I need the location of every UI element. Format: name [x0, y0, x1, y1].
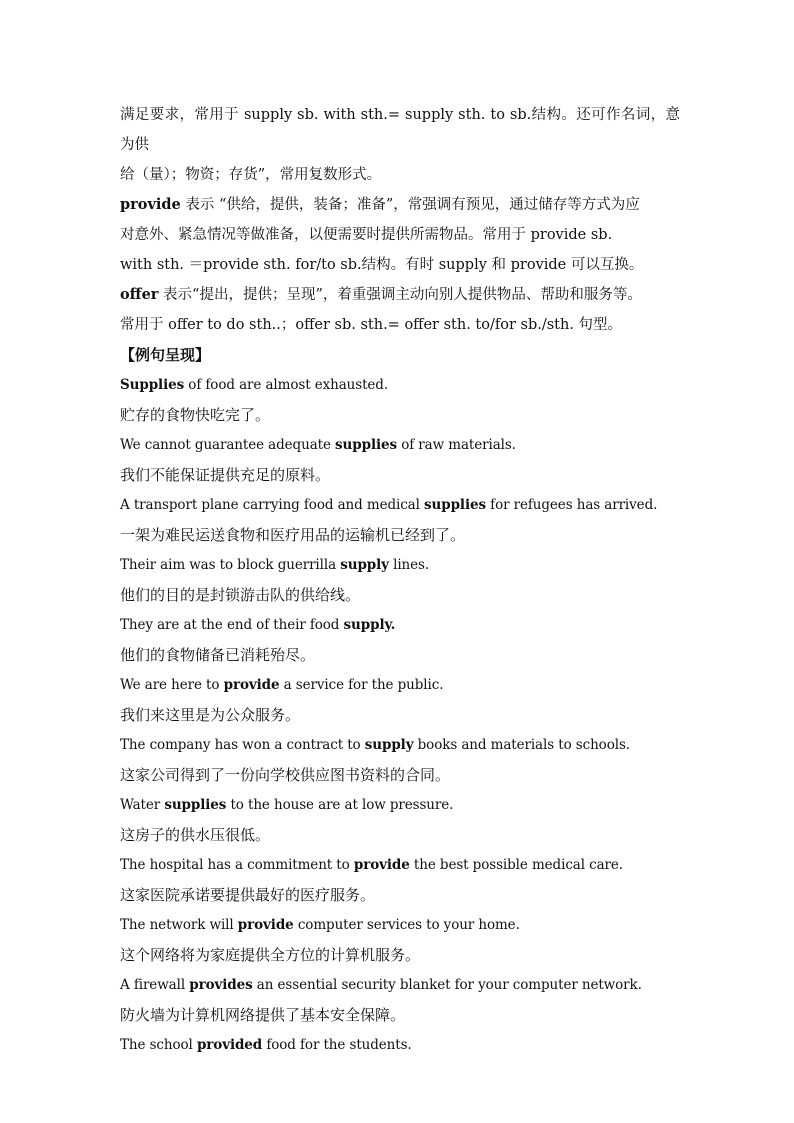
provide-keyword: provide	[120, 196, 181, 213]
example-text-after: to the house are at low pressure.	[226, 797, 454, 813]
supply-definition-line-2: 给（量）；物资；存货”，常用复数形式。	[120, 167, 382, 183]
example-chinese-translation: 这个网络将为家庭提供全方位的计算机服务。	[120, 946, 421, 964]
example-text-before: The network will	[120, 917, 238, 933]
example-text-after: an essential security blanket for your computer network.	[252, 977, 642, 993]
example-english-sentence	[120, 430, 680, 460]
example-text-before: We cannot guarantee adequate	[120, 437, 336, 453]
example-text-after: books and materials to schools.	[413, 737, 630, 753]
example-english-sentence	[120, 370, 680, 400]
example-keyword: provide	[353, 857, 410, 873]
example-chinese-translation: 他们的目的是封锁游击队的供给线。	[120, 586, 361, 604]
example-text-before: A transport plane carrying food and medical	[120, 497, 425, 513]
example-keyword: supplies	[424, 497, 486, 513]
example-text-after: computer services to your home.	[293, 917, 520, 933]
example-chinese-translation: 一架为难民运送食物和医疗用品的运输机已经到了。	[120, 526, 466, 544]
example-english-sentence	[120, 910, 680, 940]
example-text-after: a service for the public.	[279, 677, 444, 693]
example-keyword: provided	[196, 1037, 263, 1053]
example-chinese-translation: 我们不能保证提供充足的原料。	[120, 466, 331, 484]
supply-definition-line-1: 满足要求，常用于 supply sb. with sth.= supply sth. to sb.结构。还可作名词，意为供	[120, 107, 680, 153]
example-chinese-translation: 他们的食物储备已消耗殆尽。	[120, 646, 316, 664]
example-chinese-translation: 贮存的食物快吃完了。	[120, 406, 271, 424]
example-text-after: of raw materials.	[397, 437, 516, 453]
example-text-before: Water	[120, 797, 165, 813]
example-english-sentence	[120, 850, 680, 880]
example-text-after: lines.	[388, 557, 430, 573]
example-text-before: The hospital has a commitment to	[120, 857, 354, 873]
example-keyword: supplies	[164, 797, 227, 813]
provide-definition-line-3: with sth. ＝provide sth. for/to sb.结构。有时 supply 和 provide 可以互换。	[120, 257, 644, 273]
example-keyword: provides	[189, 977, 253, 993]
example-text-before: The company has won a contract to	[120, 737, 365, 753]
provide-definition-line-2: 对意外、紧急情况等做准备，以便需要时提供所需物品。常用于 provide sb.	[120, 227, 613, 243]
example-text-after: of food are almost exhausted.	[184, 377, 389, 393]
provide-definition-line-1: 表示 “供给，提供，装备；准备”，常强调有预见，通过储存等方式为应	[180, 197, 640, 213]
example-text-before: A firewall	[120, 977, 190, 993]
provide-definition	[120, 190, 680, 280]
example-keyword: supply	[340, 557, 389, 573]
offer-definition	[120, 280, 680, 340]
example-keyword: supply.	[343, 617, 396, 633]
example-english-sentence	[120, 550, 680, 580]
offer-definition-line-2: 常用于 offer to do sth..；offer sb. sth.= offer sth. to/for sb./sth. 句型。	[120, 317, 623, 333]
example-english-sentence	[120, 790, 680, 820]
section-heading: 【例句呈现】	[120, 346, 211, 364]
example-text-before: We are here to	[120, 677, 224, 693]
example-keyword: provide	[223, 677, 280, 693]
example-chinese-translation: 我们来这里是为公众服务。	[120, 706, 301, 724]
supply-definition-tail	[120, 100, 680, 190]
example-chinese-translation: 这房子的供水压很低。	[120, 826, 271, 844]
example-chinese-translation: 这家公司得到了一份向学校供应图书资料的合同。	[120, 766, 451, 784]
example-text-before: Their aim was to block guerrilla	[120, 557, 341, 573]
example-chinese-translation: 这家医院承诺要提供最好的医疗服务。	[120, 886, 376, 904]
example-keyword: Supplies	[120, 377, 185, 393]
example-english-sentence	[120, 610, 680, 640]
example-keyword: supply	[364, 737, 414, 753]
document-page	[120, 100, 680, 1060]
example-keyword: provide	[237, 917, 294, 933]
example-text-after: for refugees has arrived.	[485, 497, 658, 513]
example-text-after: the best possible medical care.	[409, 857, 623, 873]
example-text-before: They are at the end of their food	[120, 617, 344, 633]
example-keyword: supplies	[335, 437, 397, 453]
example-sentences-list	[120, 370, 680, 1060]
example-text-before: The school	[120, 1037, 197, 1053]
example-english-sentence	[120, 490, 680, 520]
offer-definition-line-1: 表示“提出，提供；呈现”，着重强调主动向别人提供物品、帮助和服务等。	[158, 287, 642, 303]
example-english-sentence	[120, 670, 680, 700]
offer-keyword: offer	[120, 286, 159, 303]
example-english-sentence	[120, 970, 680, 1000]
example-english-sentence	[120, 730, 680, 760]
example-chinese-translation: 防火墙为计算机网络提供了基本安全保障。	[120, 1006, 406, 1024]
example-english-sentence	[120, 1030, 680, 1060]
example-text-after: food for the students.	[262, 1037, 412, 1053]
